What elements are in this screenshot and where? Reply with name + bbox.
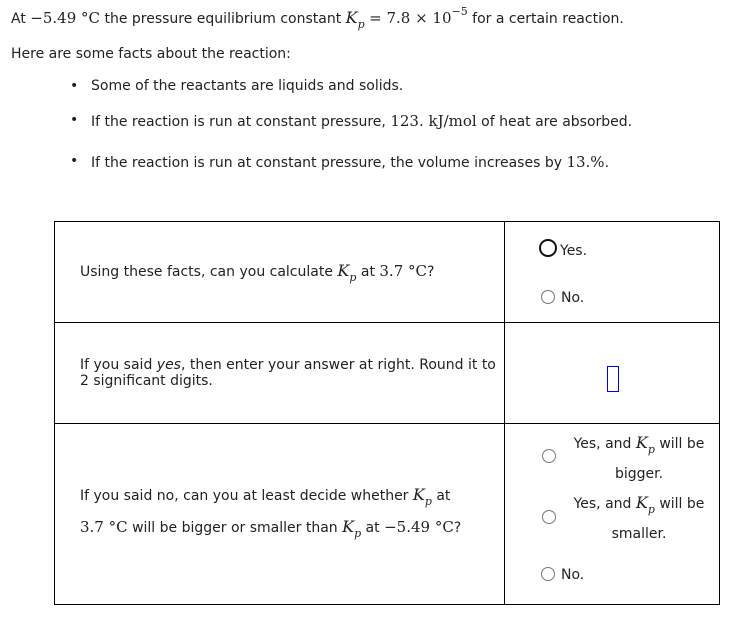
radio-button[interactable] (541, 567, 555, 581)
intro-text: At −5.49 °C the pressure equilibrium constant $K_p = 7.8 \times 10^{-5}$ for a certain reaction. (11, 5, 624, 31)
fact-item: • If the reaction is run at constant pressure, 123. kJ/mol of heat are absorbed. (72, 112, 632, 130)
fact-item: • Some of the reactants are liquids and solids. (72, 78, 403, 94)
question-3-text: If you said no, can you at least decide whether $K_p$ at 3.7 °C will be bigger or smaller than $K_p$ at −5.49 °C? (55, 424, 505, 605)
question-row-1 (55, 222, 720, 323)
option-bigger-radio[interactable] (542, 449, 556, 463)
option-no[interactable]: No. (541, 290, 584, 306)
question-table (54, 221, 720, 605)
question-row-3 (55, 424, 720, 605)
option-smaller-radio[interactable] (542, 510, 556, 524)
option-bigger-label[interactable]: Yes, and $K_p$ will be bigger. (573, 433, 705, 482)
option-smaller-label[interactable]: Yes, and $K_p$ will be smaller. (573, 493, 705, 542)
question-2-text: If you said yes, then enter your answer at right. Round it to 2 significant digits. (55, 323, 505, 424)
option-no[interactable]: No. (541, 567, 584, 583)
answer-input[interactable] (607, 366, 619, 392)
radio-button[interactable] (539, 239, 557, 257)
question-1-text: Using these facts, can you calculate $K_p$ at 3.7 °C? (55, 222, 505, 323)
question-row-2 (55, 323, 720, 424)
fact-item: • If the reaction is run at constant pressure, the volume increases by 13.%. (72, 153, 609, 171)
option-yes[interactable]: Yes. (539, 239, 587, 259)
facts-heading: Here are some facts about the reaction: (11, 46, 291, 62)
radio-button[interactable] (541, 290, 555, 304)
